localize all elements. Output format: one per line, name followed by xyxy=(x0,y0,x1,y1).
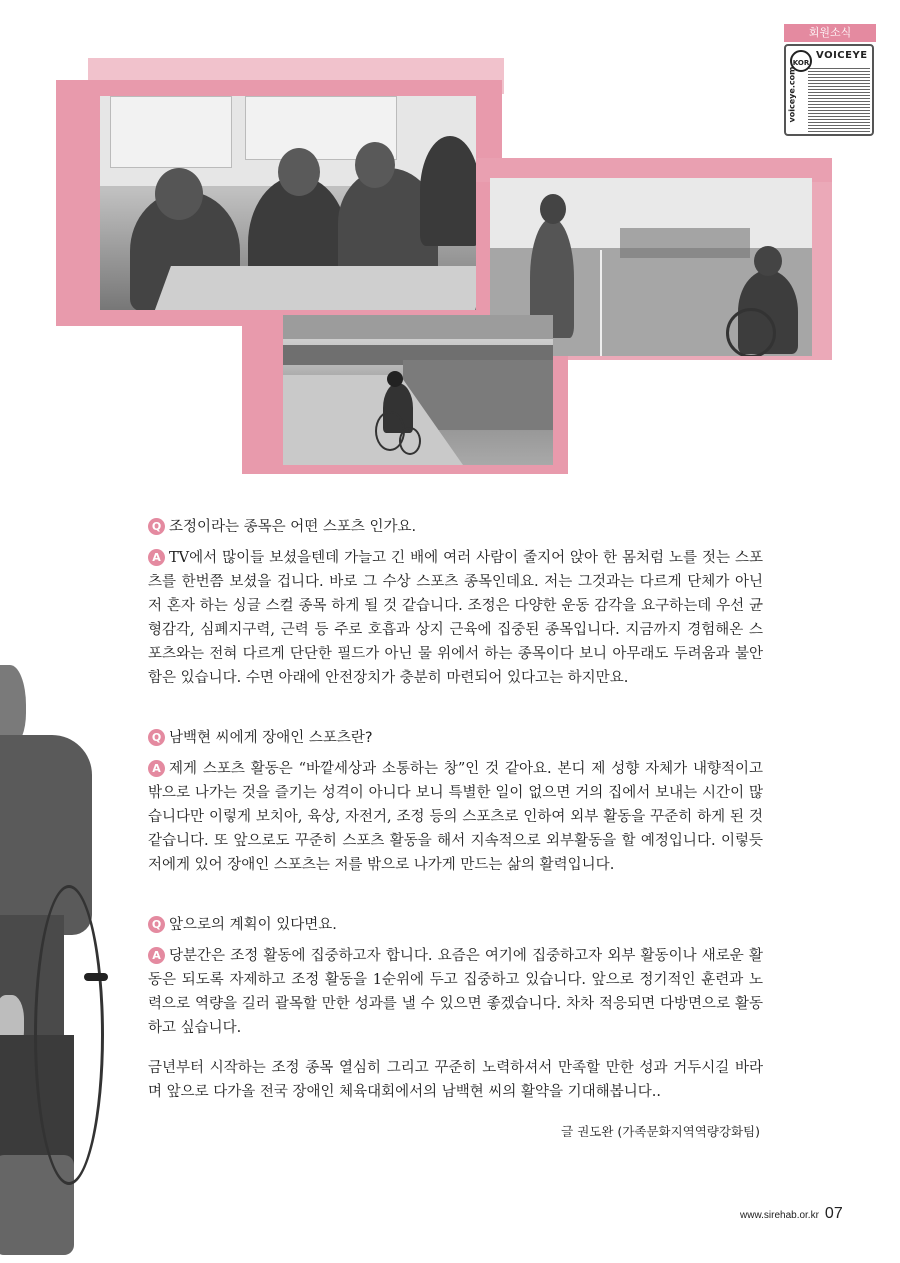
question-3-text: 앞으로의 계획이 있다면요. xyxy=(169,917,337,933)
answer-icon: A xyxy=(148,760,165,777)
page-number: 07 xyxy=(824,1205,843,1222)
voiceye-barcode xyxy=(808,68,870,132)
byline: 글 권도완 (가족문화지역역량강화팀) xyxy=(561,1124,760,1139)
question-icon: Q xyxy=(148,916,165,933)
answer-3 xyxy=(148,944,763,1040)
question-1-text: 조정이라는 종목은 어떤 스포츠 인가요. xyxy=(169,519,417,535)
question-2-text: 남백현 씨에게 장애인 스포츠란? xyxy=(169,730,373,746)
question-1 xyxy=(148,515,416,536)
page-footer xyxy=(740,1205,843,1223)
voiceye-brand: VOICEYE xyxy=(816,50,868,61)
voiceye-code[interactable] xyxy=(784,44,874,136)
question-3 xyxy=(148,913,337,934)
athlete-portrait xyxy=(0,655,124,1263)
answer-2-text: 제게 스포츠 활동은 “바깥세상과 소통하는 창”인 것 같아요. 본디 제 성향 자체가 내향적이고 밖으로 나가는 것을 즐기는 성격이 아니다 보니 특별한 일이 없으면 거의 집에서 보내는 시간이 많습니다만 이렇게 보치아, 육상, 자전거, 조정 등의 스포츠로 인하여 외부 활동을 꾸준히 하게 된 것 같습니다. 또 앞으로도 꾸준히 스포츠 활동을 해서 지속적으로 외부활동을 할 예정입니다. 이렇듯 저에게 있어 장애인 스포츠는 저를 밖으로 나가게 만드는 삶의 활력입니다. xyxy=(148,761,763,873)
cycling-photo xyxy=(283,315,553,465)
question-icon: Q xyxy=(148,729,165,746)
footer-url[interactable]: www.sirehab.or.kr xyxy=(740,1210,819,1221)
answer-1 xyxy=(148,546,763,690)
answer-icon: A xyxy=(148,947,165,964)
question-2 xyxy=(148,726,373,747)
section-tag: 회원소식 xyxy=(784,24,876,42)
answer-2 xyxy=(148,757,763,877)
answer-icon: A xyxy=(148,549,165,566)
question-icon: Q xyxy=(148,518,165,535)
closing-paragraph xyxy=(148,1056,763,1104)
answer-3-text: 당분간은 조정 활동에 집중하고자 합니다. 요즘은 여기에 집중하고자 외부 활동이나 새로운 활동은 되도록 자제하고 조정 활동을 1순위에 두고 집중하고 있습니다. 앞으로 정기적인 훈련과 노력으로 역량을 길러 괄목할 만한 성과를 낼 수 있으면 좋겠습니다. 차차 적응되면 다방면으로 활동하고 싶습니다. xyxy=(148,948,763,1036)
classroom-photo xyxy=(100,96,476,310)
kor-badge: KOR xyxy=(790,50,812,72)
closing-text: 금년부터 시작하는 조정 종목 열심히 그리고 꾸준히 노력하셔서 만족할 만한 성과 거두시길 바라며 앞으로 다가올 전국 장애인 체육대회에서의 남백현 씨의 활약을 기대해봅니다.. xyxy=(148,1060,763,1100)
voiceye-side-text: voiceye.com xyxy=(787,66,797,123)
answer-1-text: TV에서 많이들 보셨을텐데 가늘고 긴 배에 여러 사람이 줄지어 앉아 한 몸처럼 노를 젓는 스포츠를 한번쯤 보셨을 겁니다. 바로 그 수상 스포츠 종목인데요. 저는 그것과는 다르게 단체가 아닌 저 혼자 하는 싱글 스컬 종목 하게 될 것 같습니다. 조정은 다양한 운동 감각을 요구하는데 우선 균형감각, 심폐지구력, 근력 등 주로 호흡과 상지 근육에 집중된 종목입니다. 지금까지 경험해온 스포츠와는 전혀 다르게 단단한 필드가 아닌 물 위에서 하는 종목이다 보니 아무래도 두려움과 불안함은 있습니다. 수면 아래에 안전장치가 충분히 마련되어 있다고는 하지만요. xyxy=(148,550,763,686)
